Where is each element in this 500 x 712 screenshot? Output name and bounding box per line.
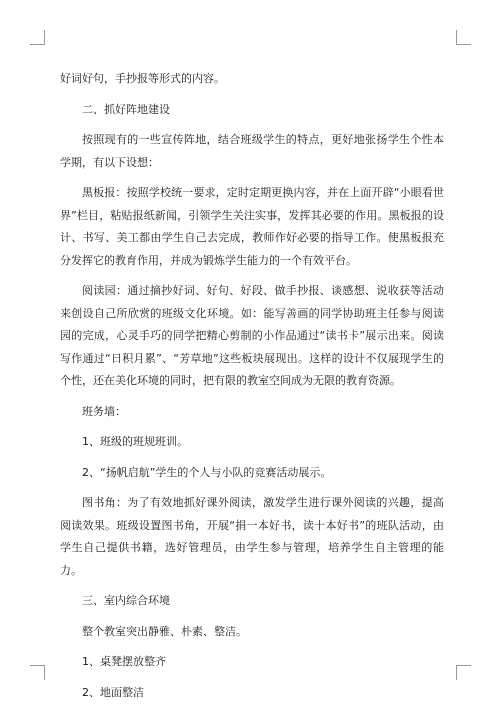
paragraph-continuation: 好词好句，手抄报等形式的内容。 — [60, 72, 225, 85]
crop-mark-top-left — [30, 30, 45, 45]
paragraph-reading-garden: 阅读园：通过摘抄好词、好句、好段、做手抄报、谈感想、说收获等活动来创设自己所欣赏的班级文化环境。如：能写善画的同学协助班主任参与阅读园的完成，心灵手巧的同学把精心剪制的小作品通过“读书卡”展示出来。阅读写作通过“日积月累”、“芳草地”这些板块展现出。这样的设计不仅展现学生的个性，还在美化环境的同时，把有限的教室空间成为无限的教育资源。 — [60, 284, 444, 387]
paragraph-book-corner: 图书角：为了有效地抓好课外阅读，激发学生进行课外阅读的兴趣，提高阅读效果。班级设置图书角，开展“捐一本好书，读十本好书”的班队活动，由学生自己提供书籍，选好管理员，由学生参与管理，培养学生自主管理的能力。 — [60, 496, 444, 577]
document-body — [60, 68, 444, 712]
section-heading-3: 三、室内综合环境 — [82, 594, 170, 607]
crop-mark-bottom-left — [30, 665, 45, 680]
heading-class-wall: 班务墙： — [82, 404, 126, 418]
crop-mark-top-right — [456, 30, 471, 45]
list-item-desks: 1、桌凳摆放整齐 — [82, 655, 166, 668]
crop-mark-bottom-right — [456, 665, 471, 680]
paragraph-intro: 按照现有的一些宣传阵地，结合班级学生的特点，更好地张扬学生个性本学期，有以下设想： — [60, 133, 444, 169]
section-heading-2: 二、抓好阵地建设 — [82, 102, 170, 116]
paragraph-blackboard: 黑板报：按照学校统一要求，定时定期更换内容，并在上面开辟“小眼看世界”栏目，粘贴报纸新闻，引领学生关注实事，发挥其必要的作用。黑板报的设计、书写、美工都由学生自己去完成，教师作好必要的指导工作。使黑板报充分发挥它的教育作用，并成为锻炼学生能力的一个有效平台。 — [60, 186, 444, 267]
list-item-floor: 2、地面整洁 — [82, 685, 144, 699]
list-item-2: 2、“扬帆启航”学生的个人与小队的竞赛活动展示。 — [82, 465, 332, 479]
list-item-1: 1、班级的班规班训。 — [82, 435, 188, 448]
paragraph-classroom: 整个教室突出静雅、朴素、整洁。 — [82, 624, 247, 638]
